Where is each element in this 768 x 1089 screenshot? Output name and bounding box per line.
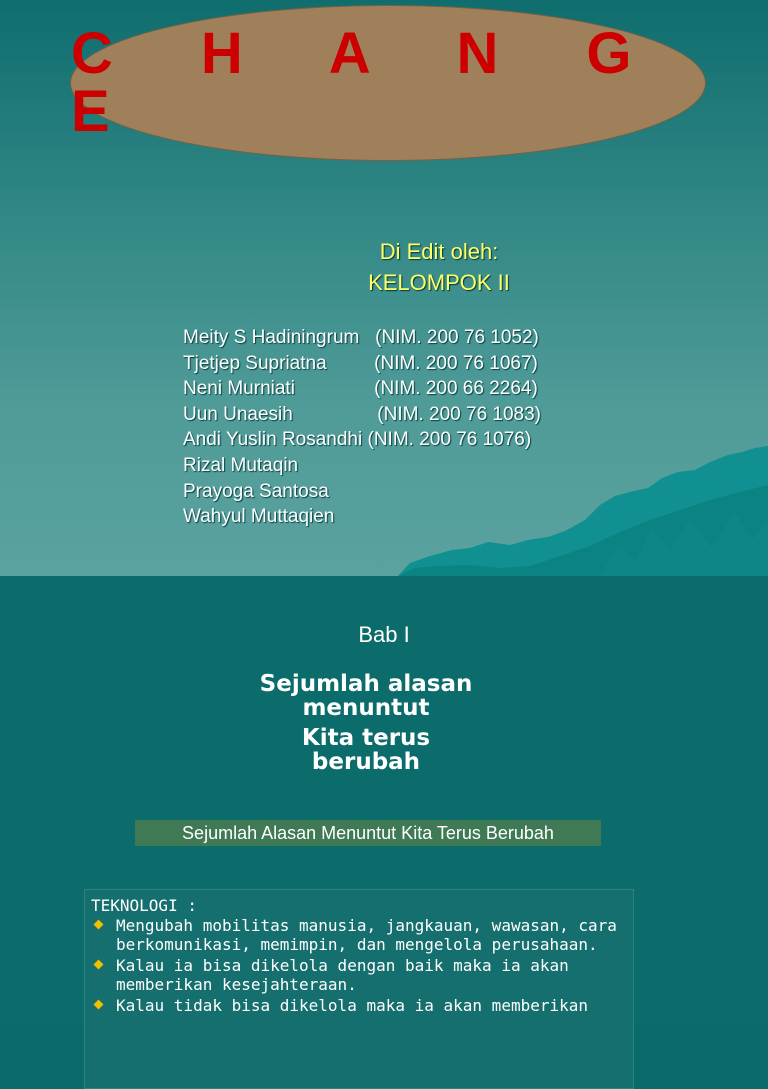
member-item: Prayoga Santosa — [183, 480, 329, 502]
chapter-heading — [0, 672, 732, 774]
member-item: Meity S Hadiningrum (NIM. 200 76 1052) — [183, 327, 539, 348]
member-item: Andi Yuslin Rosandhi (NIM. 200 76 1076) — [183, 429, 532, 451]
chapter-heading-line: menuntut — [302, 695, 430, 721]
section-heading: TEKNOLOGI : — [91, 896, 197, 915]
bullet-text: Mengubah mobilitas manusia, jangkauan, wawasan, cara berkomunikasi, memimpin, dan mengelola perusahaan. — [116, 916, 617, 954]
bullet-list — [85, 916, 625, 1017]
chapter-heading-line: Kita terus — [301, 725, 431, 751]
member-list — [183, 325, 541, 530]
slide-title-text: C H A N G E — [71, 21, 668, 144]
member-item: Uun Unaesih (NIM. 200 76 1083) — [183, 403, 542, 425]
bullet-text: Kalau tidak bisa dikelola maka ia akan memberikan — [116, 996, 589, 1015]
diamond-bullet-icon — [94, 1000, 104, 1010]
member-item: Rizal Mutaqin — [183, 454, 299, 476]
edited-by-label: Di Edit oleh: — [379, 239, 499, 264]
technology-content-box — [84, 889, 634, 1089]
credits-heading — [0, 236, 768, 298]
chapter-heading-line: berubah — [311, 749, 421, 775]
bullet-item — [85, 956, 625, 994]
slide-subtitle-bar: Sejumlah Alasan Menuntut Kita Terus Berubah — [135, 820, 601, 846]
bullet-text: Kalau ia bisa dikelola dengan baik maka ia akan memberikan kesejahteraan. — [116, 956, 569, 994]
group-name: KELOMPOK II — [368, 270, 510, 295]
title-oval — [70, 5, 706, 161]
member-item: Neni Murniati (NIM. 200 66 2264) — [183, 378, 538, 400]
diamond-bullet-icon — [94, 920, 104, 930]
chapter-label: Bab I — [358, 622, 410, 647]
chapter-heading-line: Sejumlah alasan — [259, 671, 473, 697]
slide-chapter — [0, 576, 768, 1024]
bullet-item — [85, 916, 625, 954]
member-item: Wahyul Muttaqien — [183, 506, 335, 528]
diamond-bullet-icon — [94, 960, 104, 970]
member-item: Tjetjep Supriatna (NIM. 200 76 1067) — [183, 352, 538, 374]
bullet-item — [85, 996, 625, 1015]
